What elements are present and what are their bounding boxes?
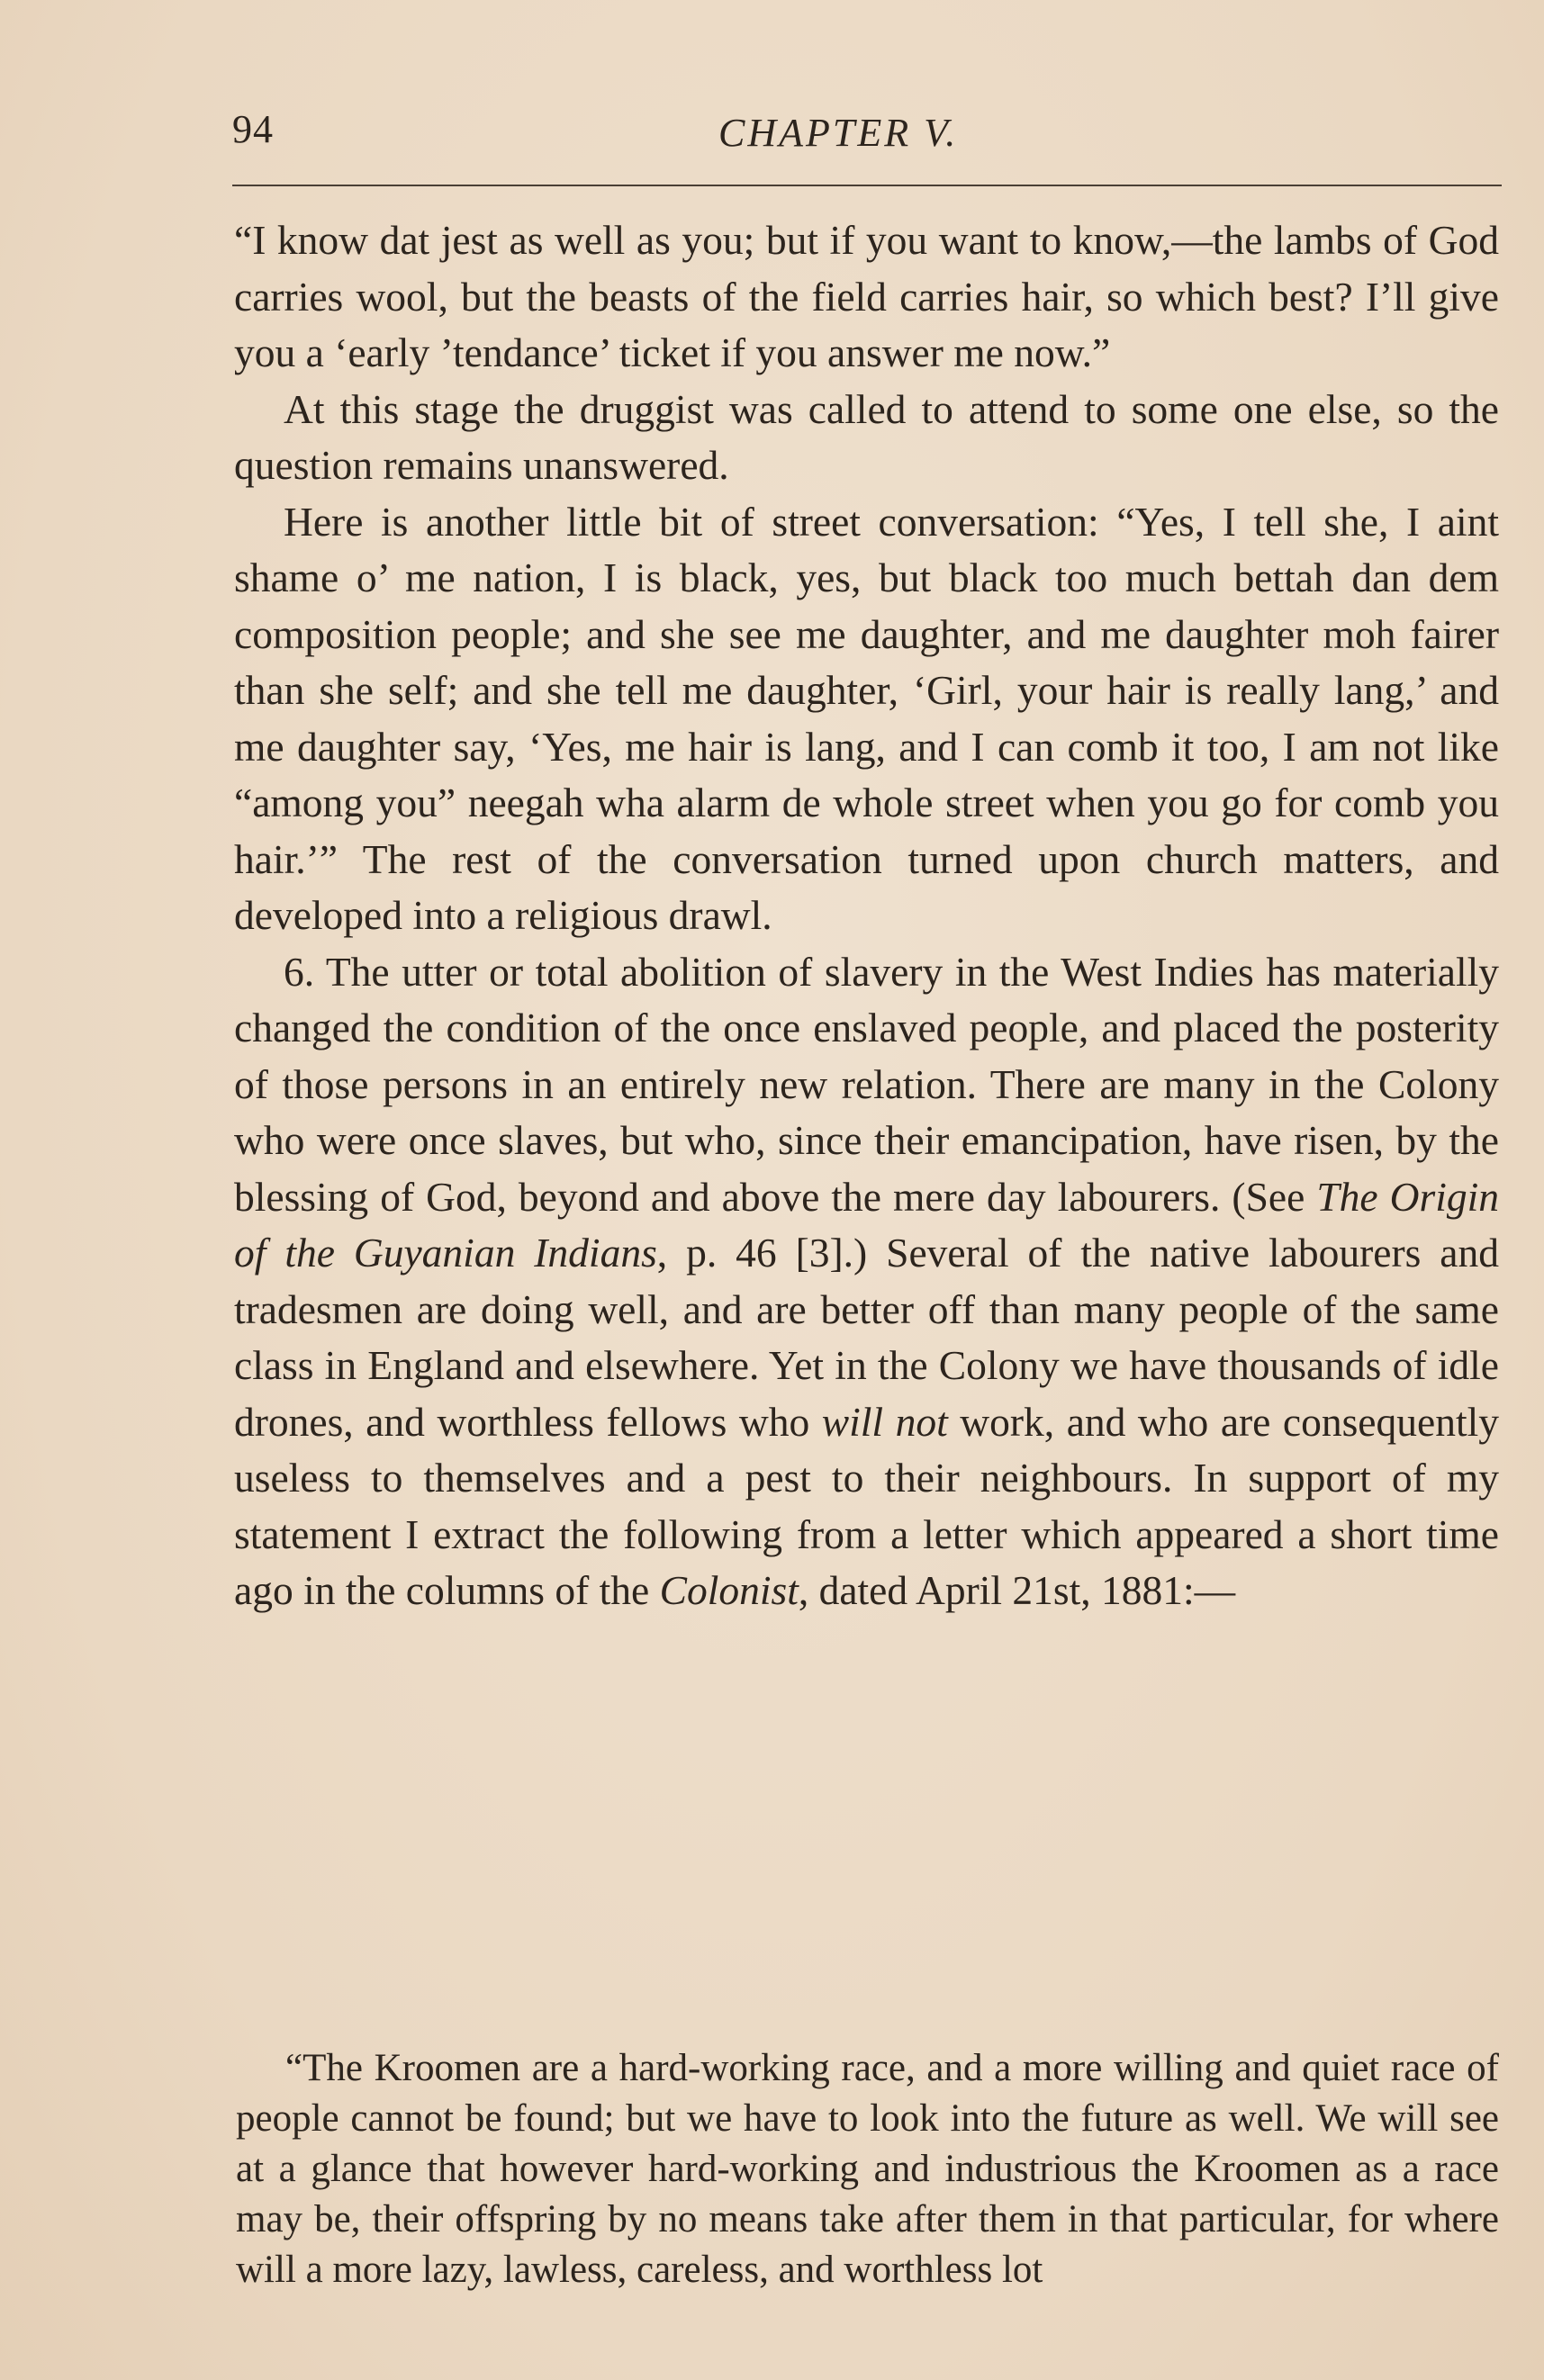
page-number: 94 [232, 107, 274, 151]
abolition-text-d: , dated April 21st, 1881:— [798, 1567, 1236, 1613]
body-text [234, 212, 1499, 1619]
emphasis-will-not: will not [821, 1398, 948, 1445]
abolition-text-c: work, and who are consequently useless to themselves and a pest to their neighbours. In support of my statement I extract the following from a letter which appeared a short time ago in the columns of the [234, 1398, 1499, 1613]
quote-text: “The Kroomen are a hard-working race, and a more willing and quiet race of people cannot be found; but we have to look into the future as well. We will see at a glance that however hard-working and industrious the Kroomen as a race may be, their offspring by no means take after them in that particular, for where will a more lazy, lawless, careless, and worthless lot [236, 2047, 1499, 2291]
book-title: The Origin of the Guyanian Indians [234, 1173, 1499, 1276]
paragraph-druggist: At this stage the druggist was called to attend to some one else, so the question remains unanswered. [234, 385, 1499, 488]
running-head: CHAPTER V. [718, 111, 959, 155]
paragraph-dialogue: “I know dat jest as well as you; but if you want to know,—the lambs of God carries wool, but the beasts of the field carries hair, so which best? I’ll give you a ‘early ’tendance’ ticket if you answer me now.” [234, 217, 1499, 375]
page-header [232, 106, 1502, 169]
header-rule [232, 185, 1502, 186]
paragraph-abolition [234, 944, 1499, 1619]
newspaper-title: Colonist [659, 1567, 799, 1613]
abolition-text-b: , p. 46 [3].) Several of the native labourers and tradesmen are doing well, and are better off than many people of the same class in England and elsewhere. Yet in the Colony we have thousands of idle drones, and worthless fellows who [234, 1230, 1499, 1445]
paragraph-street-conversation: Here is another little bit of street conversation: “Yes, I tell she, I aint shame o’ me nation, I is black, yes, but black too much bettah dan dem composition people; and she see me daughter, and me daughter moh fairer than she self; and she tell me daughter, ‘Girl, your hair is really lang,’ and me daughter say, ‘Yes, me hair is lang, and I can comb it too, I am not like “among you” neegah wha alarm de whole street when you go for comb you hair.’” The rest of the conversation turned upon church matters, and developed into a religious drawl. [234, 498, 1499, 938]
abolition-text-a: 6. The utter or total abolition of slavery in the West Indies has materially changed the condition of the once enslaved people, and placed the posterity of those persons in an entirely new relation. There are many in the Colony who were once slaves, but who, since their emancipation, have risen, by the blessing of God, beyond and above the mere day labourers. (See [234, 948, 1499, 1220]
block-quote [236, 2043, 1499, 2295]
